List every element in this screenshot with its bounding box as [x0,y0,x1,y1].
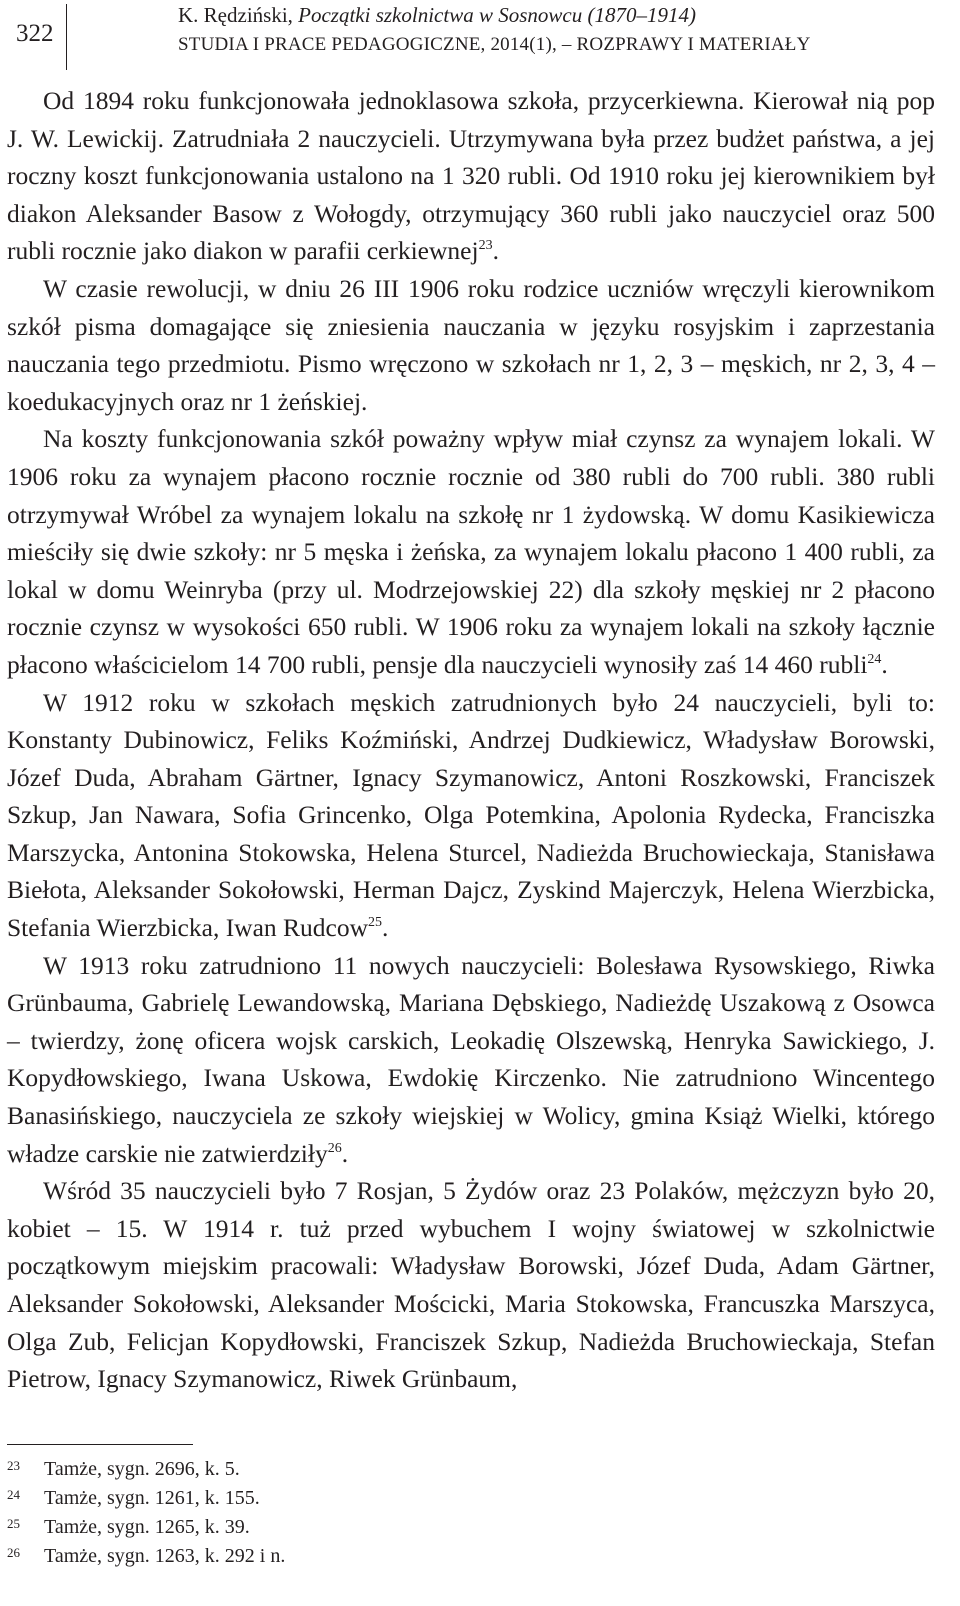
paragraph-end: . [341,1138,349,1168]
footnote [7,1513,907,1542]
paragraph [7,1172,935,1398]
footnote-text: Tamże, sygn. 1263, k. 292 i n. [44,1545,286,1567]
footnotes [7,1455,907,1571]
footnote-text: Tamże, sygn. 1261, k. 155. [44,1487,260,1509]
paragraph-text: Na koszty funkcjonowania szkół poważny wpływ miał czynsz za wynajem lokali. W 1906 roku za wynajem płacono rocznie rocznie od 380 rubli do 700 rubli. 380 rubli otrzymywał Wróbel za wynajem lokalu na szkołę nr 1 żydowską. W domu Kasikiewicza mieściły się dwie szkoły: nr 5 męska i żeńska, za wynajem lokalu płacono 1 400 rubli, za lokal w domu Weinryba (przy ul. Modrzejowskiej 22) dla szkoły męskiej nr 2 płacono rocznie czynsz w wysokości 650 rubli. W 1906 roku za wynajem lokali na szkoły łącznie płacono właścicielom 14 700 rubli, pensje dla nauczycieli wynosiły zaś 14 460 rubli [7,424,935,679]
paragraph-text: Od 1894 roku funkcjonowała jednoklasowa szkoła, przycerkiewna. Kierował nią pop J. W. Lewickij. Zatrudniała 2 nauczycieli. Utrzymywana była przez budżet państwa, a jej roczny koszt funkcjonowania ustalono na 1 320 rubli. Od 1910 roku jej kierownikiem był diakon Aleksander Basow z Wołogdy, otrzymujący 360 rubli jako nauczyciel oraz 500 rubli rocznie jako diakon w parafii cerkiewnej [7,86,935,266]
footnote-text: Tamże, sygn. 2696, k. 5. [44,1458,240,1480]
article-title: Początki szkolnictwa w Sosnowcu (1870–1914) [298,3,696,27]
footnote-ref[interactable]: 23 [478,238,493,254]
footnote [7,1542,907,1571]
paragraph [7,82,935,270]
paragraph-text: W 1912 roku w szkołach męskich zatrudnionych było 24 nauczycieli, byli to: Konstanty Dubinowicz, Feliks Koźmiński, Andrzej Dudkiewicz, Władysław Borowski, Józef Duda, Abraham Gärtner, Ignacy Szymanowicz, Antoni Roszkowski, Franciszek Szkup, Jan Nawara, Sofia Grincenko, Olga Potemkina, Apolonia Rydecka, Franciszka Marszycka, Antonina Stokowska, Helena Sturcel, Nadieżda Bruchowieckaja, Stanisława Biełota, Aleksander Sokołowski, Herman Dajcz, Zyskind Majerczyk, Helena Wierzbicka, Stefania Wierzbicka, Iwan Rudcow [7,687,935,943]
journal-series: STUDIA I PRACE PEDAGOGICZNE, 2014(1), – ROZPRAWY I MATERIAŁY [178,34,811,55]
footnote-separator [7,1444,193,1445]
footnote-number: 25 [7,1516,20,1531]
paragraph-text: Wśród 35 nauczycieli było 7 Rosjan, 5 Żydów oraz 23 Polaków, mężczyzn było 20, kobiet – 15. W 1914 r. tuż przed wybuchem I wojny światowej w szkolnictwie początkowym miejskim pracowali: Władysław Borowski, Józef Duda, Adam Gärtner, Aleksander Sokołowski, Aleksander Mościcki, Maria Stokowska, Francuszka Marszyca, Olga Zub, Felicjan Kopydłowski, Franciszek Szkup, Nadieżda Bruchowieckaja, Stefan Pietrow, Ignacy Szymanowicz, Riwek Grünbaum, [7,1176,935,1394]
paragraph-text: W czasie rewolucji, w dniu 26 III 1906 roku rodzice uczniów wręczyli kierownikom szkół pisma domagające się zniesienia nauczania w języku rosyjskim i zaprzestania nauczania tego przedmiotu. Pismo wręczono w szkołach nr 1, 2, 3 – męskich, nr 2, 3, 4 – koedukacyjnych oraz nr 1 żeńskiej. [7,273,935,416]
page-header [0,0,960,72]
paragraph [7,420,935,683]
paragraph [7,270,935,420]
author-name: K. Rędziński, [178,3,299,27]
paragraph [7,684,935,947]
footnote-text: Tamże, sygn. 1265, k. 39. [44,1516,250,1538]
paragraph-end: . [881,649,888,679]
body-text [7,82,935,1398]
footnote-ref[interactable]: 25 [368,915,383,931]
footnote-number: 26 [7,1545,20,1560]
paragraph [7,947,935,1173]
footnote-ref[interactable]: 24 [867,651,882,667]
paragraph-end: . [492,236,499,266]
paragraph-end: . [382,913,389,943]
running-title [178,0,696,30]
footnote-number: 24 [7,1487,20,1502]
page-number: 322 [16,20,54,47]
footnote [7,1455,907,1484]
header-divider [66,4,67,70]
footnote [7,1484,907,1513]
footnote-number: 23 [7,1458,20,1473]
footnote-ref[interactable]: 26 [327,1140,342,1156]
paragraph-text: W 1913 roku zatrudniono 11 nowych nauczycieli: Bolesława Rysowskiego, Riwka Grünbauma, Gabrielę Lewandowską, Mariana Dębskiego, Nadieżdę Uszakową z Osowca – twierdzy, żonę oficera wojsk carskich, Leokadię Olszewską, Henryka Sawickiego, J. Kopydłowskiego, Iwana Uskowa, Ewdokię Kirczenko. Nie zatrudniono Wincentego Banasińskiego, nauczyciela ze szkoły wiejskiej w Wolicy, gmina Książ Wielki, którego władze carskie nie zatwierdziły [7,950,935,1168]
